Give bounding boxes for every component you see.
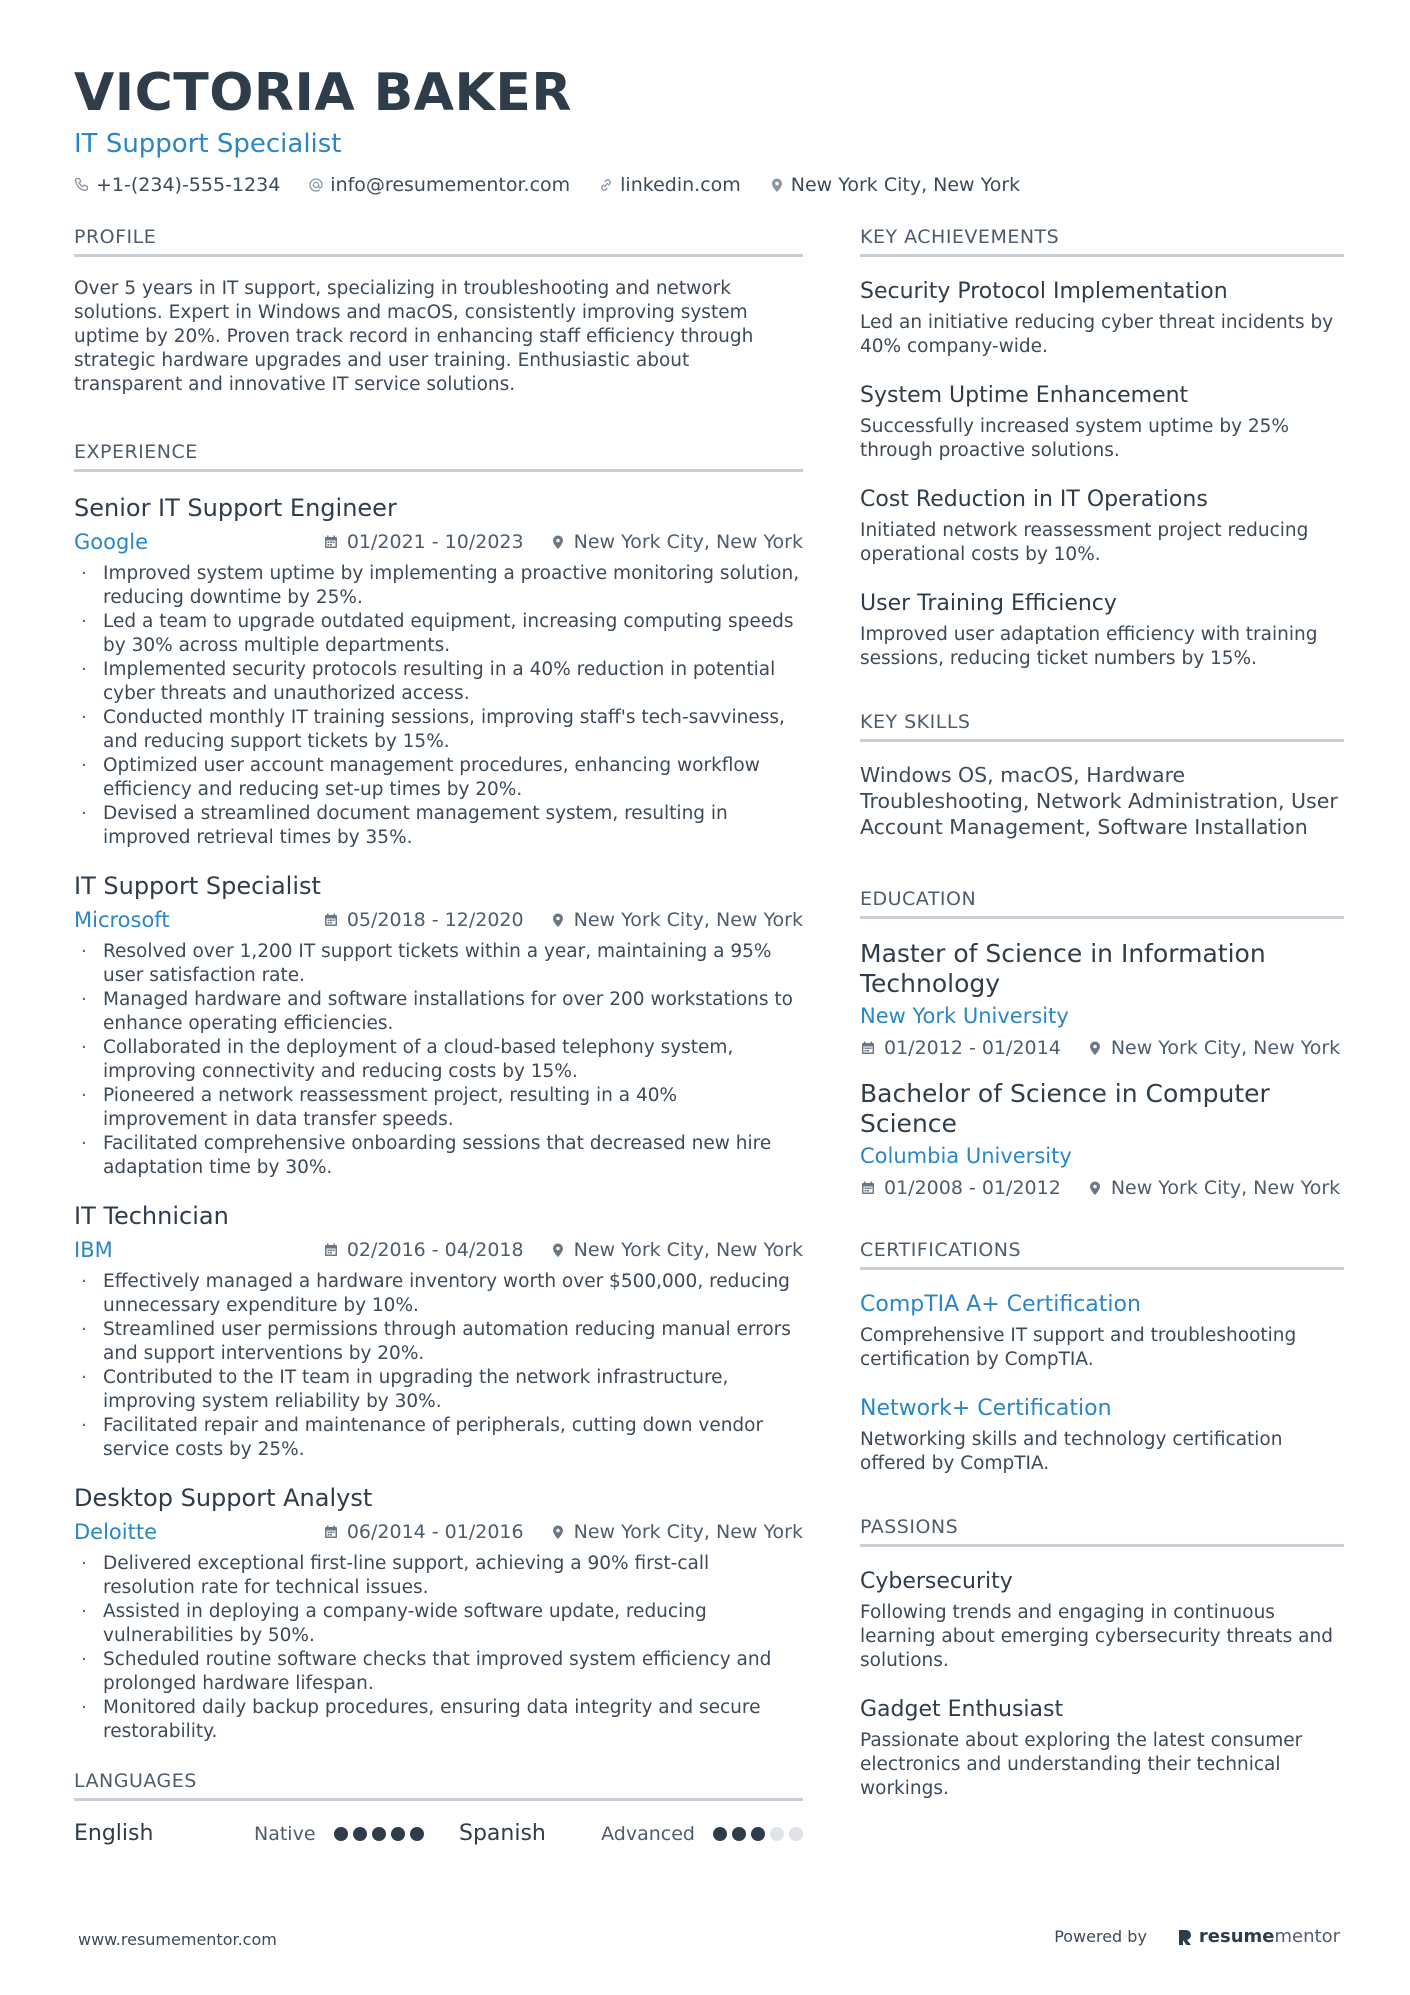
experience-entry (74, 492, 803, 850)
language-item (459, 1821, 803, 1846)
certification-text: Networking skills and technology certification offered by CompTIA. (860, 1429, 1283, 1474)
certification-item (860, 1394, 1344, 1476)
education-dates (860, 1177, 1061, 1199)
language-name: Spanish (459, 1821, 546, 1846)
calendar-icon (323, 534, 339, 550)
rating-dot (372, 1827, 386, 1841)
experience-entry (74, 870, 803, 1180)
job-meta (74, 1236, 803, 1264)
rating-dot (789, 1827, 803, 1841)
location-text: New York City, New York (790, 174, 1021, 196)
location-pin-icon (550, 912, 566, 928)
job-dates (323, 1239, 524, 1261)
education-dates-text: 01/2008 - 01/2012 (884, 1177, 1061, 1199)
language-name: English (74, 1821, 154, 1846)
company-name: IBM (74, 1238, 113, 1262)
job-dates (323, 909, 524, 931)
rating-dot (391, 1827, 405, 1841)
experience-heading: EXPERIENCE (74, 441, 803, 472)
skills-list: Windows OS, macOS, Hardware Troubleshooting, Network Administration, User Account Management, Software Installation (860, 763, 1338, 839)
education-meta (860, 1177, 1344, 1199)
footer-branding (1054, 1926, 1340, 1947)
experience-entry (74, 1482, 803, 1744)
education-school: Columbia University (860, 1144, 1072, 1168)
education-meta (860, 1037, 1344, 1059)
job-dates (323, 531, 524, 553)
passion-title: Cybersecurity (860, 1569, 1013, 1594)
achievement-item (860, 485, 1344, 567)
job-location (550, 1521, 803, 1543)
company-name: Google (74, 530, 149, 554)
job-bullets (74, 562, 803, 850)
rating-dot (410, 1827, 424, 1841)
job-meta (74, 528, 803, 556)
location-pin-icon (1087, 1040, 1103, 1056)
job-bullet: · Led a team to upgrade outdated equipment, increasing computing speeds by 30% across multiple departments. (74, 610, 803, 658)
rating-dot (732, 1827, 746, 1841)
education-location (1087, 1037, 1340, 1059)
achievement-text: Initiated network reassessment project reducing operational costs by 10%. (860, 520, 1309, 565)
job-dates-text: 02/2016 - 04/2018 (346, 1239, 524, 1261)
at-icon (308, 177, 324, 193)
achievement-text: Improved user adaptation efficiency with training sessions, reducing ticket numbers by 15%. (860, 624, 1318, 669)
candidate-title: IT Support Specialist (74, 129, 342, 159)
job-location (550, 1239, 803, 1261)
calendar-icon (323, 912, 339, 928)
education-location-text: New York City, New York (1110, 1037, 1341, 1059)
job-location (550, 909, 803, 931)
education-degree: Bachelor of Science in Computer Science (860, 1079, 1270, 1138)
passion-item (860, 1567, 1344, 1673)
achievement-title: Cost Reduction in IT Operations (860, 487, 1208, 512)
job-bullets (74, 1270, 803, 1462)
rating-dot (334, 1827, 348, 1841)
candidate-name: VICTORIA BAKER (74, 63, 572, 123)
achievement-item (860, 277, 1344, 359)
job-bullet: · Monitored daily backup procedures, ensuring data integrity and secure restorability. (74, 1696, 803, 1744)
passion-text: Following trends and engaging in continuous learning about emerging cybersecurity threats and solutions. (860, 1602, 1333, 1671)
job-bullet: · Facilitated comprehensive onboarding sessions that decreased new hire adaptation time by 30%. (74, 1132, 803, 1180)
job-location-text: New York City, New York (573, 1239, 803, 1261)
contact-email[interactable] (308, 174, 570, 196)
passion-item (860, 1695, 1344, 1801)
passion-title: Gadget Enthusiast (860, 1697, 1064, 1722)
achievement-title: User Training Efficiency (860, 591, 1117, 616)
brand-logo[interactable] (1177, 1926, 1340, 1947)
job-title: IT Support Specialist (74, 872, 321, 900)
job-title: Senior IT Support Engineer (74, 494, 397, 522)
achievement-text: Successfully increased system uptime by 25% through proactive solutions. (860, 416, 1290, 461)
education-dates (860, 1037, 1061, 1059)
achievements-heading: KEY ACHIEVEMENTS (860, 226, 1344, 257)
achievement-title: System Uptime Enhancement (860, 383, 1189, 408)
certifications-heading: CERTIFICATIONS (860, 1239, 1344, 1270)
job-bullet: · Optimized user account management procedures, enhancing workflow efficiency and reducing set-up times by 20%. (74, 754, 803, 802)
rating-dot (353, 1827, 367, 1841)
job-dates-text: 01/2021 - 10/2023 (346, 531, 524, 553)
resumementor-logo-icon (1177, 1928, 1193, 1946)
education-dates-text: 01/2012 - 01/2014 (884, 1037, 1061, 1059)
footer-website[interactable]: www.resumementor.com (78, 1930, 277, 1949)
profile-summary: Over 5 years in IT support, specializing in troubleshooting and network solutions. Expert in Windows and macOS, consistently improving system uptime by 20%. Proven track record in enhancing staff efficiency through strategic hardware upgrades and user training. Enthusiastic about transparent and innovative IT service solutions. (74, 278, 754, 395)
job-bullet: · Devised a streamlined document management system, resulting in improved retrieval times by 35%. (74, 802, 803, 850)
education-location-text: New York City, New York (1110, 1177, 1341, 1199)
location-pin-icon (1087, 1180, 1103, 1196)
language-item (74, 1821, 459, 1846)
phone-icon (74, 177, 90, 193)
email-text: info@resumementor.com (330, 174, 571, 196)
powered-by-text: Powered by (1054, 1927, 1147, 1946)
language-level: Advanced (601, 1822, 695, 1845)
languages-row (74, 1821, 803, 1846)
rating-dot (713, 1827, 727, 1841)
education-entry (860, 1079, 1344, 1199)
contact-phone[interactable] (74, 174, 280, 196)
rating-dot (751, 1827, 765, 1841)
job-title: Desktop Support Analyst (74, 1484, 373, 1512)
location-pin-icon (550, 1242, 566, 1258)
job-bullet: · Improved system uptime by implementing a proactive monitoring solution, reducing downtime by 25%. (74, 562, 803, 610)
brand-light: mentor (1274, 1926, 1340, 1947)
job-location-text: New York City, New York (573, 531, 803, 553)
job-bullet: · Resolved over 1,200 IT support tickets within a year, maintaining a 95% user satisfaction rate. (74, 940, 803, 988)
company-name: Deloitte (74, 1520, 157, 1544)
achievement-item (860, 381, 1344, 463)
contact-location (769, 174, 1020, 196)
job-bullet: · Assisted in deploying a company-wide software update, reducing vulnerabilities by 50%. (74, 1600, 803, 1648)
phone-text: +1-(234)-555-1234 (96, 174, 281, 196)
language-rating (334, 1827, 424, 1841)
link-icon (598, 177, 614, 193)
job-bullets (74, 940, 803, 1180)
achievement-text: Led an initiative reducing cyber threat incidents by 40% company-wide. (860, 312, 1334, 357)
job-bullet: · Conducted monthly IT training sessions, improving staff's tech-savviness, and reducing support tickets by 15%. (74, 706, 803, 754)
job-bullet: · Pioneered a network reassessment project, resulting in a 40% improvement in data transfer speeds. (74, 1084, 803, 1132)
location-pin-icon (769, 177, 785, 193)
left-column (74, 226, 803, 1846)
location-pin-icon (550, 534, 566, 550)
education-degree: Master of Science in Information Technology (860, 939, 1266, 998)
job-dates-text: 05/2018 - 12/2020 (346, 909, 524, 931)
location-pin-icon (550, 1524, 566, 1540)
job-bullet: · Implemented security protocols resulting in a 40% reduction in potential cyber threats and unauthorized access. (74, 658, 803, 706)
language-rating (713, 1827, 803, 1841)
profile-heading: PROFILE (74, 226, 803, 257)
calendar-icon (323, 1242, 339, 1258)
job-location-text: New York City, New York (573, 1521, 803, 1543)
certification-item (860, 1290, 1344, 1372)
education-heading: EDUCATION (860, 888, 1344, 919)
achievement-item (860, 589, 1344, 671)
linkedin-text: linkedin.com (620, 174, 741, 196)
job-bullet: · Streamlined user permissions through automation reducing manual errors and support interventions by 20%. (74, 1318, 803, 1366)
experience-entry (74, 1200, 803, 1462)
job-bullet: · Scheduled routine software checks that improved system efficiency and prolonged hardware lifespan. (74, 1648, 803, 1696)
job-bullet: · Managed hardware and software installations for over 200 workstations to enhance operating efficiencies. (74, 988, 803, 1036)
achievement-title: Security Protocol Implementation (860, 279, 1228, 304)
right-column (860, 226, 1344, 1823)
job-location-text: New York City, New York (573, 909, 803, 931)
calendar-icon (860, 1180, 876, 1196)
job-dates-text: 06/2014 - 01/2016 (346, 1521, 524, 1543)
job-bullet: · Contributed to the IT team in upgrading the network infrastructure, improving system reliability by 30%. (74, 1366, 803, 1414)
education-entry (860, 939, 1344, 1059)
calendar-icon (323, 1524, 339, 1540)
job-dates (323, 1521, 524, 1543)
company-name: Microsoft (74, 908, 170, 932)
resume-header (74, 58, 1344, 196)
rating-dot (770, 1827, 784, 1841)
brand-bold: resume (1198, 1926, 1275, 1947)
job-meta (74, 1518, 803, 1546)
education-location (1087, 1177, 1340, 1199)
certification-text: Comprehensive IT support and troubleshooting certification by CompTIA. (860, 1325, 1297, 1370)
job-bullet: · Facilitated repair and maintenance of peripherals, cutting down vendor service costs by 25%. (74, 1414, 803, 1462)
calendar-icon (860, 1040, 876, 1056)
language-level: Native (254, 1822, 316, 1845)
job-bullet: · Delivered exceptional first-line support, achieving a 90% first-call resolution rate for technical issues. (74, 1552, 803, 1600)
education-school: New York University (860, 1004, 1069, 1028)
contact-bar (74, 174, 1344, 196)
job-bullet: · Effectively managed a hardware inventory worth over $500,000, reducing unnecessary expenditure by 10%. (74, 1270, 803, 1318)
job-title: IT Technician (74, 1202, 229, 1230)
job-location (550, 531, 803, 553)
passion-text: Passionate about exploring the latest consumer electronics and understanding their technical workings. (860, 1730, 1303, 1799)
passions-heading: PASSIONS (860, 1516, 1344, 1547)
contact-linkedin[interactable] (598, 174, 741, 196)
languages-heading: LANGUAGES (74, 1770, 803, 1801)
skills-heading: KEY SKILLS (860, 711, 1344, 742)
job-meta (74, 906, 803, 934)
certification-title: CompTIA A+ Certification (860, 1292, 1141, 1317)
job-bullets (74, 1552, 803, 1744)
job-bullet: · Collaborated in the deployment of a cloud-based telephony system, improving connectivity and reducing costs by 15%. (74, 1036, 803, 1084)
certification-title: Network+ Certification (860, 1396, 1112, 1421)
